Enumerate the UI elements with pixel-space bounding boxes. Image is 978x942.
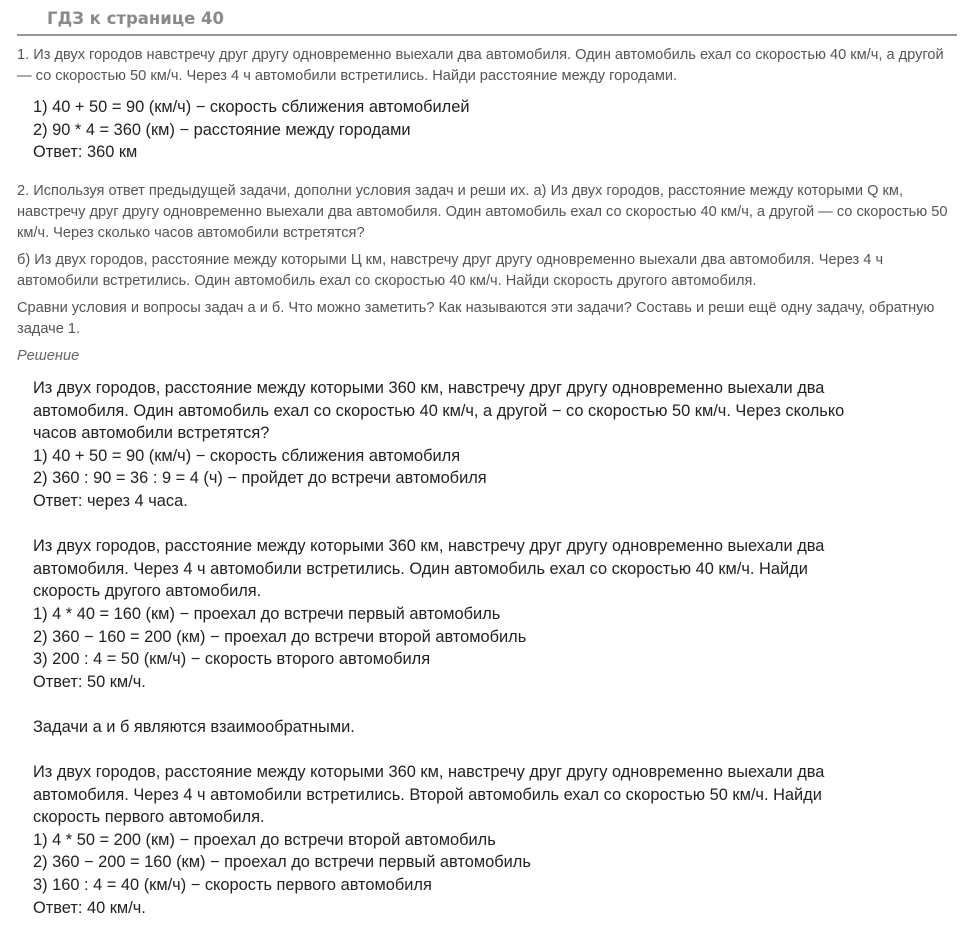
- solution-line: часов автомобили встретятся?: [33, 424, 270, 443]
- solution-line: 2) 360 − 200 = 160 (км) − проехал до встречи первый автомобиль: [33, 853, 531, 872]
- solution-line: 1) 4 * 40 = 160 (км) − проехал до встречи первый автомобиль: [33, 604, 501, 623]
- solution-line: 1) 40 + 50 = 90 (км/ч) − скорость сближения автомобиля: [33, 446, 461, 465]
- solution-line: Задачи а и б являются взаимообратными.: [33, 717, 355, 736]
- task-1-statement: 1. Из двух городов навстречу друг другу одновременно выехали два автомобиля. Один автомобиль ехал со скоростью 40 км/ч, а другой — со скоростью 50 км/ч. Через 4 ч автомобили встретились. Найди расстояние между городами.: [17, 47, 944, 84]
- solution-line: Из двух городов, расстояние между которыми 360 км, навстречу друг другу одновременно выехали два: [33, 763, 825, 782]
- solution-line: автомобиля. Через 4 ч автомобили встретились. Один автомобиль ехал со скоростью 40 км/ч. Найди: [33, 559, 808, 578]
- task-2a-statement: 2. Используя ответ предыдущей задачи, дополни условия задач и реши их. а) Из двух городов, расстояние между которыми Q км, навстречу друг другу одновременно выехали два автомобиля. Один автомобиль ехал со скоростью 40 км/ч, а другой — со скоростью 50 км/ч. Через сколько часов автомобили встретятся?: [17, 183, 948, 241]
- solution-line: 2) 90 * 4 = 360 (км) − расстояние между городами: [33, 120, 411, 139]
- task-2b-statement: б) Из двух городов, расстояние между которыми Ц км, навстречу друг другу одновременно выехали два автомобиля. Через 4 ч автомобили встретились. Один автомобиль ехал со скоростью 40 км/ч. Найди скорость другого автомобиля.: [17, 252, 884, 289]
- solution-block: [33, 377, 953, 513]
- solution-answer: Ответ: 360 км: [33, 143, 138, 162]
- solution-block: [33, 761, 953, 919]
- solution-line: Ответ: 50 км/ч.: [33, 672, 146, 691]
- solution-line: 1) 4 * 50 = 200 (км) − проехал до встречи второй автомобиль: [33, 830, 496, 849]
- solution-line: Из двух городов, расстояние между которыми 360 км, навстречу друг другу одновременно выехали два: [33, 537, 825, 556]
- solution-line: 1) 40 + 50 = 90 (км/ч) − скорость сближения автомобилей: [33, 98, 470, 116]
- solution-line: автомобиля. Через 4 ч автомобили встретились. Второй автомобиль ехал со скоростью 50 км/ч. Найди: [33, 785, 822, 804]
- task-1-solution: [33, 96, 953, 164]
- solution-label: Решение: [17, 348, 80, 364]
- solution-block: [33, 716, 953, 739]
- solution-line: 2) 360 : 90 = 36 : 9 = 4 (ч) − пройдет до встречи автомобиля: [33, 469, 487, 488]
- solution-line: 2) 360 − 160 = 200 (км) − проехал до встречи второй автомобиль: [33, 627, 527, 646]
- page-heading: [17, 6, 957, 36]
- task-2-compare-question: Сравни условия и вопросы задач а и б. Что можно заметить? Как называются эти задачи? Составь и реши ещё одну задачу, обратную задаче 1.: [17, 300, 935, 337]
- solution-line: Из двух городов, расстояние между которыми 360 км, навстречу друг другу одновременно выехали два: [33, 379, 825, 397]
- solution-line: Ответ: 40 км/ч.: [33, 898, 146, 917]
- solution-line: скорость первого автомобиля.: [33, 808, 265, 827]
- solution-line: 3) 160 : 4 = 40 (км/ч) − скорость первого автомобиля: [33, 876, 432, 895]
- solution-block: [33, 535, 953, 693]
- solution-line: автомобиля. Один автомобиль ехал со скоростью 40 км/ч, а другой − со скоростью 50 км/ч. Через сколько: [33, 401, 845, 420]
- page-title: ГДЗ к странице 40: [47, 9, 224, 28]
- solution-line: 3) 200 : 4 = 50 (км/ч) − скорость второго автомобиля: [33, 650, 431, 669]
- task-2-solution: [33, 377, 953, 942]
- solution-line: скорость другого автомобиля.: [33, 582, 262, 601]
- solution-line: Ответ: через 4 часа.: [33, 491, 188, 510]
